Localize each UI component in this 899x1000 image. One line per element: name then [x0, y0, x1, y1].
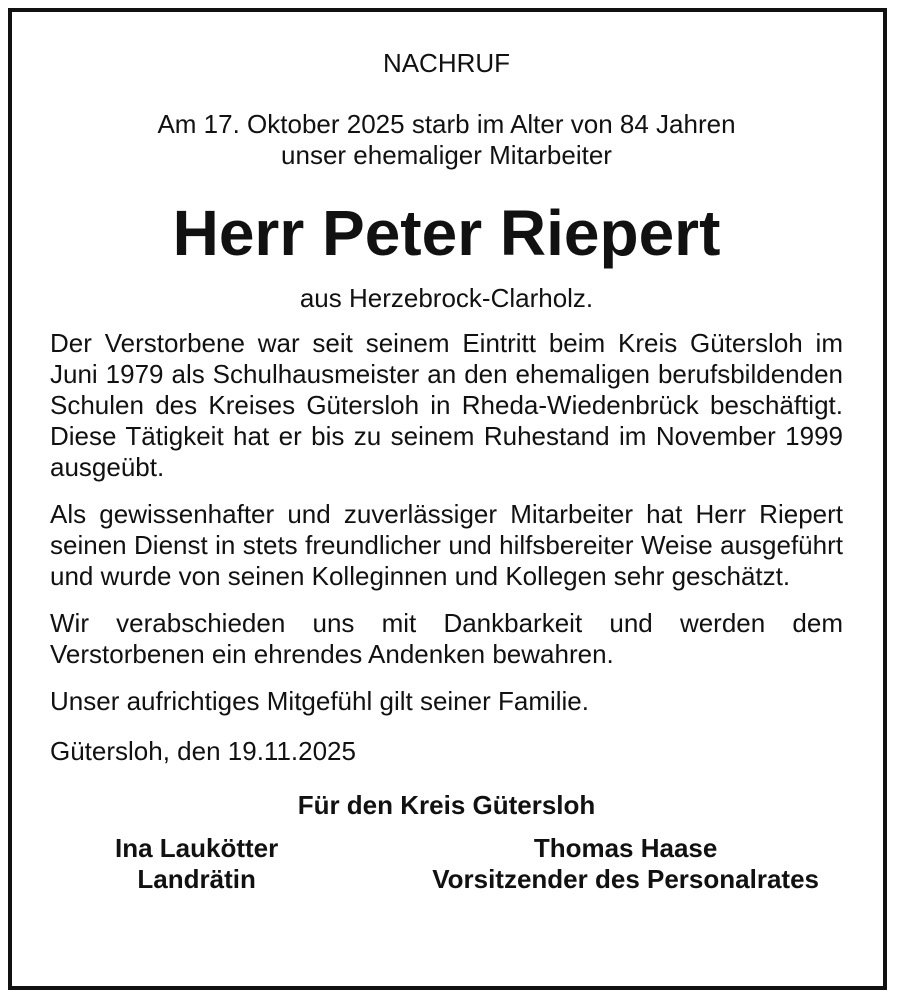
signer-title: Landrätin — [137, 864, 256, 894]
place-and-date: Gütersloh, den 19.11.2025 — [50, 736, 356, 766]
signer-name: Thomas Haase — [533, 833, 718, 863]
obituary-notice — [50, 35, 843, 895]
organization-line: Für den Kreis Gütersloh — [297, 790, 596, 820]
signer-name: Ina Laukötter — [115, 833, 279, 863]
paragraph-condolence: Unser aufrichtiges Mitgefühl gilt seiner Familie. — [50, 686, 589, 716]
signer-1 — [115, 833, 278, 895]
intro-text — [50, 109, 843, 171]
paragraph-career: Der Verstorbene war seit seinem Eintritt beim Kreis Gütersloh im Juni 1979 als Schulhausmeister an den ehemaligen berufsbildenden Schulen des Kreises Gütersloh in Rheda-Wiedenbrück beschäftigt. Diese Tätigkeit hat er bis zu seinem Ruhestand im November 1999 ausgeübt. — [50, 328, 843, 482]
intro-line-1: Am 17. Oktober 2025 starb im Alter von 84 Jahren — [157, 109, 736, 139]
deceased-name: Herr Peter Riepert — [172, 197, 721, 269]
signer-2 — [432, 833, 819, 895]
paragraph-tribute: Als gewissenhafter und zuverlässiger Mitarbeiter hat Herr Riepert seinen Dienst in stets freundlicher und hilfsbereiter Weise ausgeführt und wurde von seinen Kolleginnen und Kollegen sehr geschätzt. — [50, 499, 843, 591]
signer-title: Vorsitzender des Personalrates — [432, 864, 819, 894]
paragraph-farewell: Wir verabschieden uns mit Dankbarkeit und werden dem Verstorbenen ein ehrendes Andenken bewahren. — [50, 608, 843, 669]
notice-heading: NACHRUF — [382, 48, 511, 78]
deceased-origin: aus Herzebrock-Clarholz. — [299, 283, 594, 313]
signatures — [50, 833, 843, 895]
intro-line-2: unser ehemaliger Mitarbeiter — [281, 140, 612, 170]
